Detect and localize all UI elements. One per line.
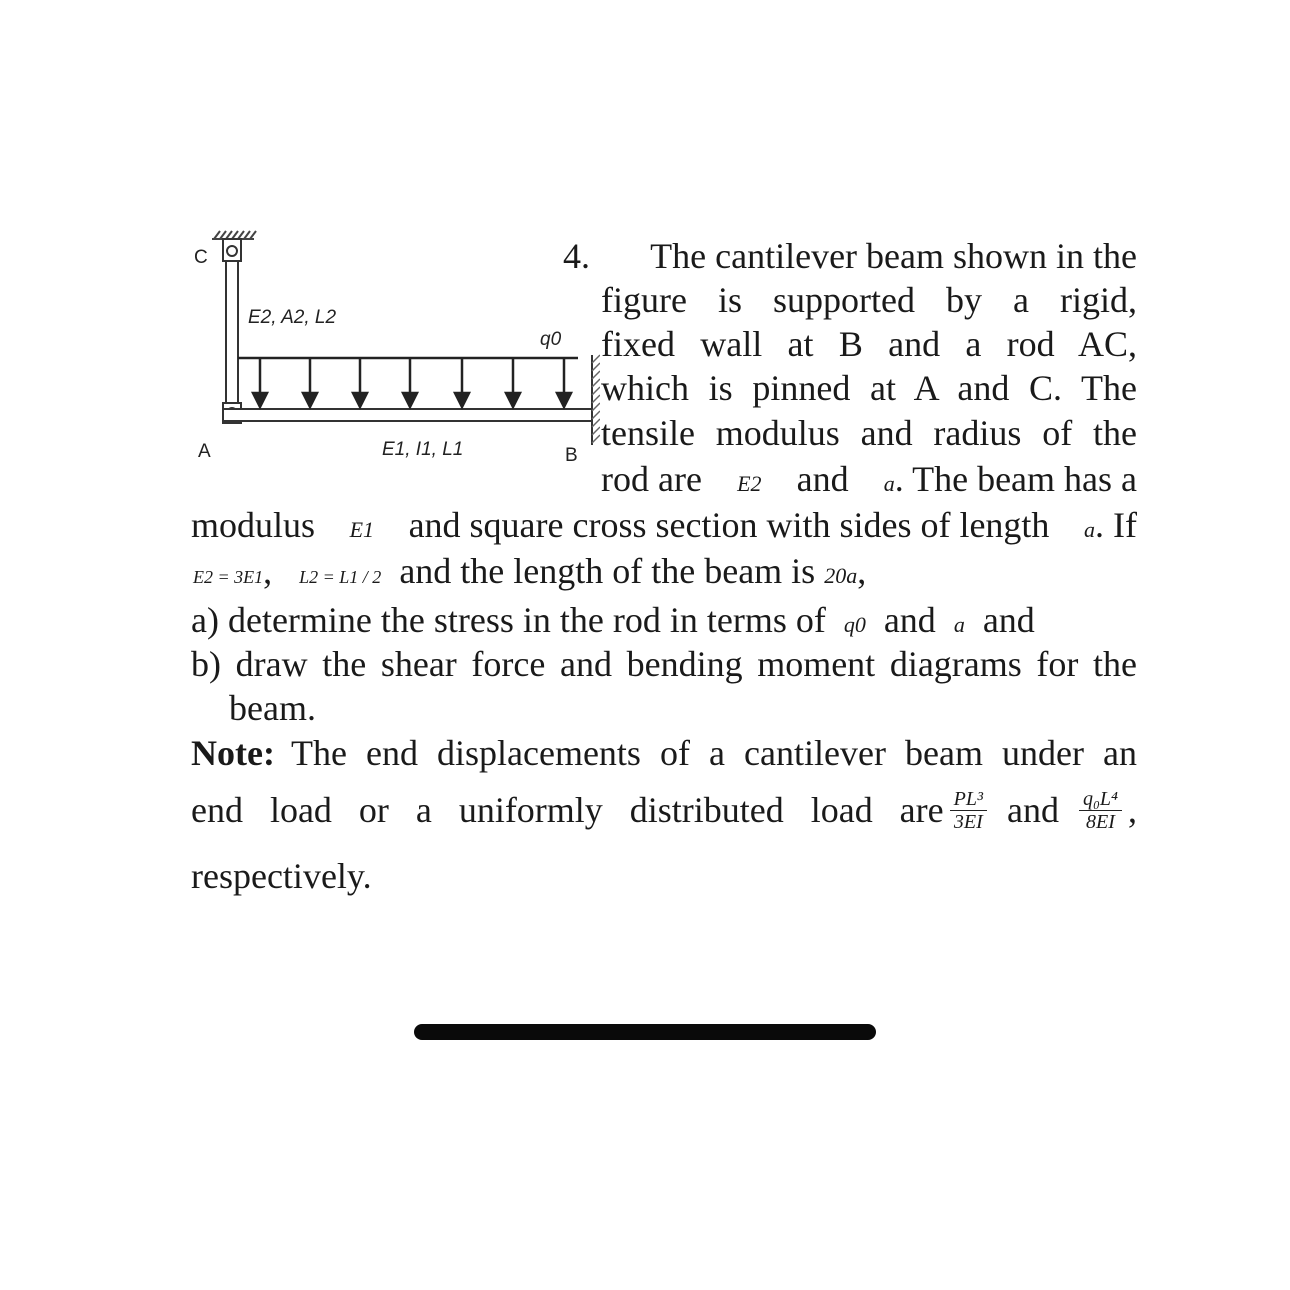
text-square-section: and square cross section with sides of length [408,505,1050,545]
note-text-2: end load or a uniformly distributed load are [191,790,944,830]
problem-text-3: fixed wall at B and a rod AC, [601,324,1137,364]
fraction-distributed-load-num: q₀L⁴ [1079,788,1122,811]
pin-c [223,239,241,261]
equation-l2-l1: L2 = L1 / 2 [299,567,382,587]
note-line-2: end load or a uniformly distributed load are $\frac{\text{PL³}}{3EI}$ and $\frac{\text{q₀L⁴}}{8EI}$ , [191,787,1137,833]
symbol-a-side: a [1083,517,1095,542]
problem-line-3 [601,322,1137,366]
home-indicator-bar[interactable] [414,1024,876,1040]
label-b: B [565,445,578,466]
text-beam-length: and the length of the beam is [399,551,816,591]
beam-ab [223,409,592,421]
problem-line-1 [563,234,1137,278]
text-and: and [796,459,849,499]
part-a-and: and [883,600,936,640]
note-and: and [1006,790,1059,830]
rod-ac [226,261,238,404]
problem-line-6 [601,457,1137,506]
part-b [191,642,1137,686]
fraction-end-load [950,788,987,833]
beam-diagram [180,225,600,470]
symbol-a-part-a: a [953,612,965,637]
fraction-end-load-num: PL³ [950,788,987,811]
problem-line-8: E2 = 3E1, L2 = L1 / 2 and the length of the beam is 20a, [193,551,867,591]
part-b-line-1: b) draw the shear force and bending moment diagrams for the [191,644,1137,684]
problem-text-4: which is pinned at A and C. The [601,368,1137,408]
note-line-1 [191,731,1137,775]
part-a-end: and [982,600,1035,640]
problem-text-2: figure is supported by a rigid, [601,280,1137,320]
problem-number: 4. [563,236,590,276]
fraction-distributed-load-den: 8EI [1086,810,1115,833]
part-b-line-2: beam. [229,688,316,728]
part-a [191,598,1035,647]
text-if: . If [1094,505,1137,545]
ceiling-support [212,231,256,239]
note-line-3: respectively. [191,856,372,896]
problem-line-7 [191,503,1137,552]
beam-properties: E1, I1, L1 [382,439,464,460]
problem-line-4 [601,366,1137,410]
equation-e2-e1: E2 = 3E1 [193,567,264,587]
text-beam-has: . The beam has a [894,459,1137,499]
text-modulus: modulus [191,505,316,545]
problem-line-5 [601,411,1137,455]
fraction-distributed-load [1079,788,1122,833]
text-rod-are: rod are [601,459,702,499]
load-label: q0 [540,329,562,350]
symbol-e2: E2 [737,471,762,496]
load-arrows [253,358,571,407]
problem-text-5: tensile modulus and radius of the [601,413,1137,453]
note-label: Note: [191,733,275,773]
rod-properties: E2, A2, L2 [248,307,337,328]
fixed-wall [592,355,600,445]
symbol-20a: 20a [824,563,858,588]
problem-text-1: The cantilever beam shown in the [650,236,1137,276]
beam-figure [180,225,600,475]
symbol-e1: E1 [349,517,375,542]
problem-line-2 [601,278,1137,322]
note-text-1: The end displacements of a cantilever beam under an [290,733,1137,773]
part-a-text: a) determine the stress in the rod in terms of [191,600,826,640]
fraction-end-load-den: 3EI [953,810,983,833]
label-a: A [198,441,211,462]
symbol-q0: q0 [843,612,866,637]
label-c: C [194,247,208,268]
symbol-a: a [883,471,895,496]
